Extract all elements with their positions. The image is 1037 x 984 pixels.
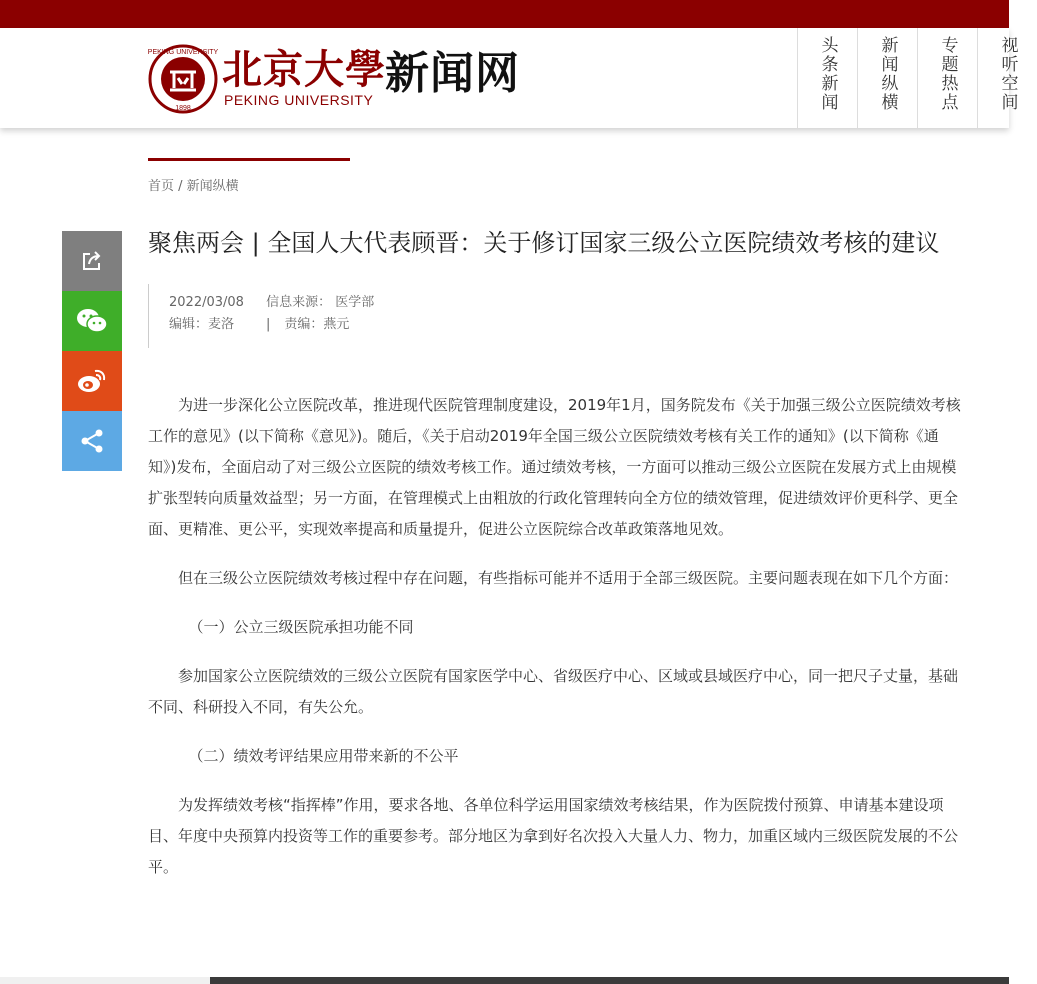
nav-item-headlines[interactable] [797,28,857,128]
article-paragraph: 但在三级公立医院绩效考核过程中存在问题，有些指标可能并不适用于全部三级医院。主要问题表现在如下几个方面： [178,569,959,587]
article-title: 聚焦两会 | 全国人大代表顾晋：关于修订国家三级公立医院绩效考核的建议 [148,229,940,257]
nav-item-media[interactable] [977,28,1037,128]
article-meta [148,284,964,348]
pku-seal-logo[interactable] [148,44,218,114]
nav-item-label: 专题热点 [937,36,958,112]
share-nodes-icon [79,428,105,454]
article-body [148,390,964,883]
nav-item-label: 视听空间 [997,36,1018,112]
horizontal-scrollbar-track[interactable] [0,977,210,984]
site-header [0,28,1018,128]
article-date: 2022/03/08 [169,295,244,310]
nav-item-label: 头条新闻 [817,36,838,112]
wechat-share-button[interactable] [62,291,122,351]
horizontal-scrollbar-thumb[interactable] [210,977,1009,984]
meta-separator: | [266,317,271,332]
breadcrumb-current-link[interactable]: 新闻纵横 [186,179,239,194]
nav-item-label: 新闻纵横 [877,36,898,112]
article-paragraph: 参加国家公立医院绩效的三级公立医院有国家医学中心、省级医疗中心、区域或县域医疗中心，同一把尺子丈量，基础不同、科研投入不同，有失公允。 [148,667,959,716]
article-editor: 编辑：麦洛 [169,317,235,332]
article-paragraph: 为进一步深化公立医院改革，推进现代医院管理制度建设，2019年1月，国务院发布《关于加强三级公立医院绩效考核工作的意见》(以下简称《意见》)。随后，《关于启动2019年全国三级公立医院绩效考核有关工作的通知》(以下简称《通知》)发布，全面启动了对三级公立医院的绩效考核工作。通过绩效考核，一方面可以推动三级公立医院在发展方式上由规模扩张型转向质量效益型；另一方面，在管理模式上由粗放的行政化管理转向全方位的绩效管理，促进绩效评价更科学、更全面、更精准、更公平，实现效率提高和质量提升，促进公立医院综合改革政策落地见效。 [148,396,961,538]
logo-chinese-name[interactable]: 北京大學 [222,46,386,93]
breadcrumb-home-link[interactable]: 首页 [148,179,175,194]
article-responsible-editor: 责编：燕元 [284,317,350,332]
wechat-icon [76,307,108,335]
svg-text:1898: 1898 [175,105,191,112]
share-icon [80,249,104,273]
logo-english-name[interactable]: PEKING UNIVERSITY [224,92,374,108]
breadcrumb-separator: / [174,179,187,194]
nav-item-news[interactable] [857,28,917,128]
main-nav [797,28,1037,128]
share-sidebar [62,231,122,471]
article-subheading: （二）绩效考评结果应用带来新的不公平 [188,747,459,765]
svg-text:PEKING UNIVERSITY: PEKING UNIVERSITY [147,49,219,56]
site-name[interactable]: 新闻网 [385,48,520,99]
section-accent-line [148,158,350,161]
weibo-share-button[interactable] [62,351,122,411]
article-paragraph: 为发挥绩效考核“指挥棒”作用，要求各地、各单位科学运用国家绩效考核结果，作为医院拨付预算、申请基本建设项目、年度中央预算内投资等工作的重要参考。部分地区为拿到好名次投入大量人力、物力，加重区域内三级医院发展的不公平。 [148,796,959,876]
article-source: 信息来源： 医学部 [266,295,375,310]
nav-item-topics[interactable] [917,28,977,128]
article-container [148,158,964,901]
breadcrumb [148,175,964,194]
share-button[interactable] [62,231,122,291]
article-subheading: （一）公立三级医院承担功能不同 [188,618,414,636]
share-more-button[interactable] [62,411,122,471]
weibo-icon [77,368,107,394]
top-color-bar [0,0,1009,28]
